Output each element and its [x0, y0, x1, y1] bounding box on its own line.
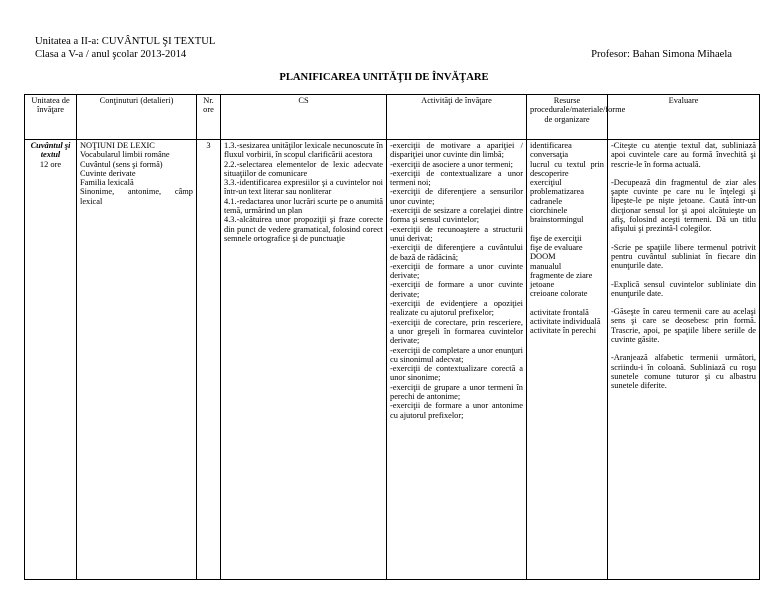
list-item: -exerciţii de evidenţiere a opoziţiei realizate cu ajutorul prefixelor; [390, 299, 523, 318]
contents-cell [77, 140, 197, 580]
planning-table [24, 94, 760, 580]
col-header-cs: CS [221, 95, 387, 140]
col-header-evaluation: Evaluare [608, 95, 760, 140]
list-item: Cuvinte derivate [80, 168, 136, 178]
list-item: manualul [530, 261, 562, 271]
list-item: -exerciţii de completare a unor enunţuri cu sinonimul adecvat; [390, 345, 523, 364]
list-item: -exerciţii de formare a unor antonime cu ajutorul prefixelor; [390, 401, 523, 420]
list-item: Vocabularul limbii române [80, 150, 170, 160]
list-item: jetoane [530, 280, 555, 290]
evaluation-cell [608, 140, 760, 580]
list-item: cadranele [530, 196, 563, 206]
activities-cell [387, 140, 527, 580]
list-item: -Explică sensul cuvintelor subliniate din enunţurile date. [611, 279, 756, 298]
list-item: fragmente de ziare [530, 270, 593, 280]
list-item: -exerciţii de formare a unor cuvinte derivate; [390, 261, 523, 281]
unit-name: Cuvântul şi textul [30, 141, 71, 160]
list-item: -exerciţii de motivare a apariţiei / dispariţiei unor cuvinte din limbă; [390, 141, 523, 160]
list-item: identificarea [530, 141, 572, 150]
list-item: -Decupează din fragmentul de ziar ales şapte cuvinte pe care nu le înţelegi şi lipeşte-le pe nişte jetoane. Caută într-un dicţionar sensul lor şi apoi alcătuieşte un afiş, folosind aceşti termeni. Dă un titlu afişului şi prezintă-l colegilor. [611, 177, 756, 234]
list-item: NOŢIUNI DE LEXIC [80, 141, 155, 150]
list-item: -Aranjează alfabetic termenii următori, scriindu-i în coloană. Subliniază cu roşu sunetele comune tuturor şi cu albastru sunetele diferite. [611, 353, 756, 391]
list-item: Cuvântul (sens şi formă) [80, 159, 163, 169]
list-item: ciorchinele [530, 206, 568, 216]
list-item: DOOM [530, 252, 556, 262]
list-item: 4.1.-redactarea unor lucrări scurte pe o anumită temă, urmărind un plan [224, 196, 383, 216]
list-item: exerciţiul [530, 178, 562, 188]
list-item: brainstormingul [530, 215, 584, 225]
col-header-contents: Conţinuturi (detalieri) [77, 95, 197, 140]
col-header-unit: Unitatea de învăţare [25, 95, 77, 140]
list-item: 2.2.-selectarea elementelor de lexic adecvate situaţiilor de comunicare [224, 159, 383, 178]
list-item: -Scrie pe spaţiile libere termenul potrivit pentru cuvântul subliniat în fiecare din enunţurile date. [611, 242, 756, 271]
unit-cell [25, 140, 77, 580]
list-item: lucrul cu textul prin descoperire [530, 159, 604, 178]
unit-heading: Unitatea a II-a: CUVÂNTUL ŞI TEXTUL [35, 36, 216, 47]
list-item: activitate în perechi [530, 326, 597, 336]
table-header-row [25, 95, 760, 140]
teacher-name: Profesor: Bahan Simona Mihaela [591, 49, 732, 60]
list-item: 3.3.-identificarea expresiilor şi a cuvintelor noi într-un text literar sau nonliterar [224, 178, 383, 197]
list-item: problematizarea [530, 187, 584, 197]
list-item: 1.3.-sesizarea unităţilor lexicale necunoscute în fluxul vorbirii, în scopul clarificării acestora [224, 141, 383, 160]
list-item: fişe de exerciţii [530, 233, 582, 243]
list-item: -exerciţii de diferenţiere a cuvântului de bază de rădăcină; [390, 243, 523, 262]
list-item: activitate frontală [530, 307, 589, 317]
list-item: -Găseşte în careu termenii care au acelaşi sens şi care se deosebesc prin formă. Trascrie, apoi, pe spaţiile libere seriile de cuvinte găsite. [611, 307, 756, 345]
cs-cell [221, 140, 387, 580]
resources-cell [527, 140, 608, 580]
list-item: 4.3.-alcătuirea unor propoziţii şi fraze corecte din punct de vedere gramatical, folosind corect semnele ortografice şi de punctuaţie [224, 215, 383, 243]
list-item: -exerciţii de formare a unor cuvinte derivate; [390, 280, 523, 299]
col-header-hours: Nr. ore [197, 95, 221, 140]
page-title: PLANIFICAREA UNITĂŢII DE ÎNVĂŢARE [279, 72, 489, 83]
list-item: -exerciţii de sesizare a corelaţiei dintre forma şi sensul cuvintelor; [390, 206, 523, 225]
list-item: creioane colorate [530, 289, 588, 299]
list-item: Familia lexicală [80, 178, 134, 188]
table-row [25, 140, 760, 580]
list-item: -exerciţii de recunoaştere a structurii unui derivat; [390, 224, 523, 243]
col-header-activities: Activităţi de învăţare [387, 95, 527, 140]
list-item: activitate individuală [530, 317, 601, 327]
col-header-resources: Resurse procedurale/materiale/forme de organizare [527, 95, 608, 140]
unit-hours: 12 ore [39, 159, 62, 169]
list-item: -exerciţii de asociere a unor termeni; [390, 159, 514, 169]
list-item: -exerciţii de diferenţiere a sensurilor unor cuvinte; [390, 187, 523, 206]
list-item: -exerciţii de contextualizare a unor termeni noi; [390, 168, 523, 188]
list-item: -exerciţii de contextualizare corectă a unor sinonime; [390, 364, 523, 383]
hours-cell: 3 [197, 140, 221, 580]
class-year: Clasa a V-a / anul şcolar 2013-2014 [35, 49, 187, 60]
list-item: -Citeşte cu atenţie textul dat, subliniază apoi cuvintele care au formă învechită şi rescrie-le în forma actuală. [611, 141, 756, 169]
list-item: Sinonime, antonime, câmp lexical [80, 187, 193, 206]
list-item: -exerciţii de grupare a unor termeni în perechi de antonime; [390, 382, 523, 402]
list-item: -exerciţii de corectare, prin resceriere, a unor greşeli în formarea cuvintelor derivate; [390, 317, 523, 346]
list-item: conversaţia [530, 150, 569, 160]
list-item: fişe de evaluare [530, 242, 583, 252]
